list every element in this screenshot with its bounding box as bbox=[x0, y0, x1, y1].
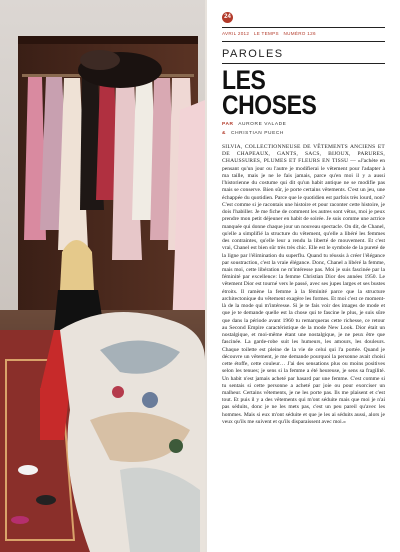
article-lead-in: SILVIA, COLLECTIONNEUSE DE VÊTEMENTS ANCIENS ET DE CHAPEAUX, GANTS, SACS, BIJOUX, PARURES, CHAUSSURES, PLUMES ET FLEURS EN TISSU bbox=[222, 144, 385, 165]
byline-author bbox=[222, 122, 286, 127]
issue-meta bbox=[222, 31, 319, 36]
section-name: PAROLES bbox=[222, 48, 284, 60]
byline-connector: & bbox=[222, 131, 227, 136]
author-name: AURORE VALADE bbox=[238, 122, 287, 127]
article-body-text: — «J'achète en pensant qu'un jour ou l'autre je modifierai le vêtement pour l'adapter à ma taille, mais je ne le fais jamais, parce qu'en moi il y a aussi l'historienne du costume qui dit qu'un habit antique ne se modifie pas mais se conserve. Bien sûr, je porte certains vêtements. C'est un jeu, une échappée du quotidien. Parce que le quotidien est parfois très lourd, non? C'est comme si je racontais une histoire et pour raconter cette histoire, je dois l'habiller. Je me fiche de comment les autres sont vêtus, moi je peux prendre mon petit déjeuner en habit de soirée. Je suis comme une actrice manquée qui donne chaque jour un nouveau spectacle. On dit, de Chanel, qu'elle a simplifié la structure du vêtement, qu'elle a libéré les femmes des contraintes, qu'elle leur a rendu la liberté de mouvement. Et c'est vrai, Chanel est bien sûr très très chic. Elle est le symbole de la pureté de la ligne par l'élimination du superflu. Quand tu réussis à créer l'élégance par soustraction, c'est la vraie élégance. Donc, Chanel a libéré la femme, mais moi, cette libération ne m'intéresse pas. Moi je suis fascinée par la féminité par excellence: la femme Christian Dior des années 1950. Le vêtement Dior est tourné vers le passé, avec ses jupes larges et ses bustes étroits. Il ramène la femme à la féminité parce que la structure architectonique du vêtement exagère les formes. Et moi c'est ce moment-là de la mode qui m'intéresse. Si je te fais voir des images de mode et que je te demande quelle est la chose qui te fascine le plus, je suis sûre que dans la période avant 1960 tu remarqueras cette richesse, ce retour au Second Empire caractéristique de la mode New Look. Dior était un nostalgique, et moi-même étant une nostalgique, je ne peux être que fascinée. La garde-robe suit les humeurs, les amours, les douleurs. Chaque toilette est pleine de la vie de celui qui l'a portée. Quand je découvre un vêtement, je me demande pourquoi la personne avait choisi cette étoffe, cette couleur… J'ai des sensations plus ou moins positives selon les tenues; je sens si la femme a été heureuse, je sens sa fragilité. Un habit n'est jamais acheté par hasard par une femme. C'est comme si tu sentais si cette personne a acheté par joie ou pour exorciser un malheur. Certains vêtements, je ne les porte pas. Ils me plaisent et c'est tout. Et puis il y a des vêtements qui m'ont séduite mais que moi je n'ai pas séduits, donc je ne les mets pas, c'est un peu pareil qu'avec les hommes. Mais si eux m'ont séduite et que je les ai séduits aussi, alors je veux qu'ils me suivent et qu'ils disparaissent avec moi.» bbox=[222, 158, 385, 425]
article-title bbox=[222, 65, 317, 120]
title-line-1: LES bbox=[222, 65, 266, 95]
section-rule bbox=[222, 63, 385, 64]
page-gutter bbox=[205, 0, 207, 552]
meta-rule bbox=[222, 41, 385, 42]
section-number-badge: 24 bbox=[222, 12, 233, 23]
header-rule bbox=[222, 27, 385, 28]
magazine-name: LE TEMPS bbox=[253, 31, 279, 36]
author2-name: CHRISTIAN PUECH bbox=[231, 131, 284, 136]
title-line-2: CHOSES bbox=[222, 90, 317, 120]
article-body bbox=[222, 144, 385, 426]
issue-date: AVRIL 2012 bbox=[222, 31, 250, 36]
byline-photographer bbox=[222, 131, 284, 136]
issue-number: NUMÉRO 126 bbox=[283, 31, 316, 36]
byline-prefix: PAR bbox=[222, 122, 234, 127]
